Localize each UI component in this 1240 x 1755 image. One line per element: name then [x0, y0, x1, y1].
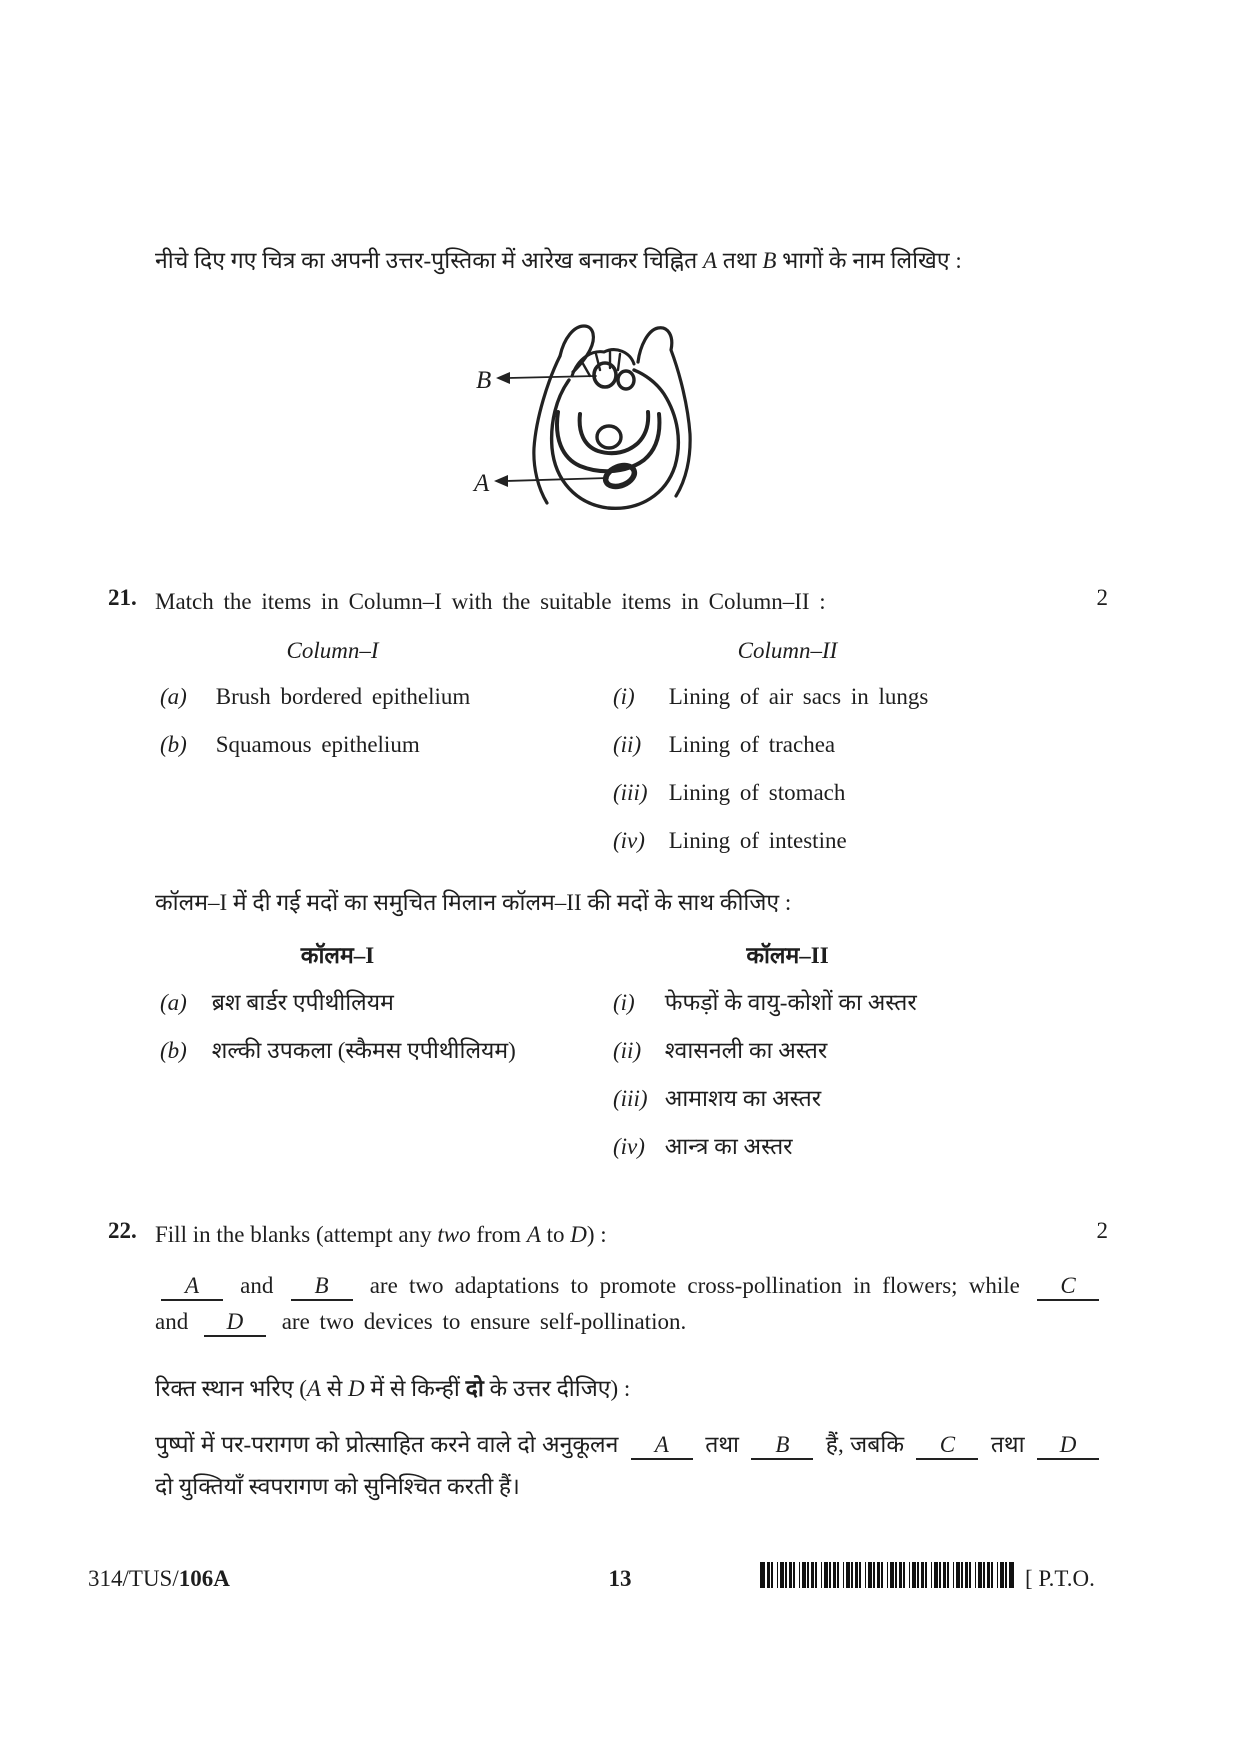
figure-arrow-b-head [496, 372, 510, 384]
fill-blank: A [631, 1433, 693, 1460]
figure-right-lobe [638, 328, 690, 496]
fill-blank: D [204, 1310, 266, 1337]
q21-col2-header-hindi: कॉलम–II [746, 943, 829, 968]
q21-col2-item-iv-hindi [613, 1130, 793, 1164]
item-text: Squamous epithelium [215, 732, 420, 757]
item-key: (a) [160, 684, 187, 709]
text-segment: तथा [717, 248, 763, 273]
item-key: (ii) [613, 732, 642, 757]
biology-figure [468, 318, 710, 520]
item-text: शल्की उपकला (स्कैमस एपीथीलियम) [211, 1038, 516, 1063]
q21-col2-item-ii-hindi [613, 1034, 827, 1068]
fill-blank: B [291, 1274, 353, 1301]
text-segment: तथा [698, 1432, 746, 1457]
item-key: (b) [160, 732, 187, 757]
text-segment: दो युक्तियाँ स्वपरागण को सुनिश्चित करती हैं। [155, 1474, 520, 1499]
q21-title-hindi: कॉलम–I में दी गई मदों का समुचित मिलान कॉलम–II की मदों के साथ कीजिए : [155, 890, 792, 915]
fill-blank: C [916, 1433, 978, 1460]
item-key: (ii) [613, 1038, 642, 1063]
fill-blank: A [161, 1274, 223, 1301]
text-segment: दो [465, 1376, 484, 1401]
text-segment: के उत्तर दीजिए) : [483, 1376, 631, 1401]
text-segment: नीचे दिए गए चित्र का अपनी उत्तर-पुस्तिका में आरेख बनाकर चिह्नित [155, 248, 703, 273]
text-segment: में से किन्हीं [364, 1376, 466, 1401]
item-text: Lining of trachea [668, 732, 836, 757]
figure-circle-b2 [618, 371, 634, 389]
figure-circle-b1 [594, 363, 616, 387]
item-text: Brush bordered epithelium [215, 684, 471, 709]
barcode [760, 1562, 1014, 1588]
footer-pto: [ P.T.O. [1025, 1566, 1095, 1591]
figure-label-b: B [476, 367, 492, 394]
footer-paper-code [88, 1562, 230, 1596]
fill-blank: C [1037, 1274, 1099, 1301]
figure-center-circle [597, 426, 621, 448]
item-key: (iv) [613, 828, 645, 853]
paper-code-bold: 106A [178, 1566, 230, 1591]
q21-col2-header: Column–II [737, 638, 838, 663]
q22-fill-english [155, 1268, 1105, 1340]
q22-title [155, 1218, 1055, 1252]
text-segment: A [702, 248, 718, 273]
item-key: (a) [160, 990, 187, 1015]
q21-col2-item-i-hindi [613, 986, 917, 1020]
text-segment: from [470, 1222, 527, 1247]
q21-col2-item-iv [613, 824, 847, 858]
text-segment: A [526, 1222, 541, 1247]
item-text: आन्त्र का अस्तर [664, 1134, 793, 1159]
footer-page-number: 13 [608, 1566, 632, 1591]
q21-col1-item-a-hindi [160, 986, 394, 1020]
text-segment: D [570, 1222, 587, 1247]
item-text: Lining of stomach [668, 780, 846, 805]
text-segment: ) : [586, 1222, 607, 1247]
q21-col2-item-ii [613, 728, 835, 762]
q21-title: Match the items in Column–I with the suitable items in Column–II : [155, 589, 826, 614]
text-segment: B [762, 248, 777, 273]
q21-col1-header-hindi: कॉलम–I [300, 943, 375, 968]
item-key: (iii) [613, 1086, 648, 1111]
figure-arrow-b-line [508, 376, 596, 378]
item-text: ब्रश बार्डर एपीथीलियम [211, 990, 394, 1015]
fill-blank: B [751, 1433, 813, 1460]
text-segment: से [320, 1376, 348, 1401]
figure-label-a: A [474, 470, 490, 497]
item-text: श्वासनली का अस्तर [664, 1038, 828, 1063]
q22-number: 22. [108, 1218, 137, 1243]
figure-arrow-a-head [494, 475, 508, 487]
text-segment: are two adaptations to promote cross-pollination in flowers; while [358, 1273, 1031, 1298]
text-segment: भागों के नाम लिखिए : [776, 248, 962, 273]
q22-fill-hindi [155, 1424, 1105, 1508]
text-segment: A [306, 1376, 321, 1401]
figure-arrow-a-line [506, 478, 608, 481]
item-text: फेफड़ों के वायु-कोशों का अस्तर [664, 990, 917, 1015]
text-segment: तथा [984, 1432, 1031, 1457]
item-text: Lining of intestine [668, 828, 847, 853]
flower-section-diagram [468, 318, 710, 520]
item-key: (i) [613, 684, 635, 709]
paper-code-prefix: 314/TUS/ [88, 1566, 179, 1591]
text-segment: and [229, 1273, 285, 1298]
q22-instruction-hindi [155, 1372, 1055, 1406]
text-segment: are two devices to ensure self-pollination. [271, 1309, 687, 1334]
q21-col2-item-i [613, 680, 928, 714]
q21-number: 21. [108, 585, 137, 610]
fill-blank: D [1037, 1433, 1099, 1460]
text-segment: to [540, 1222, 571, 1247]
text-segment: पुष्पों में पर-परागण को प्रोत्साहित करने वाले दो अनुकूलन [155, 1432, 625, 1457]
q21-col1-item-b [160, 728, 420, 762]
q22-marks: 2 [1096, 1218, 1108, 1243]
item-text: Lining of air sacs in lungs [668, 684, 929, 709]
q21-col2-item-iii [613, 776, 845, 810]
figure-inner-u-outer [557, 412, 659, 471]
text-segment: D [348, 1376, 365, 1401]
text-segment: and [155, 1309, 198, 1334]
q21-col2-item-iii-hindi [613, 1082, 821, 1116]
text-segment: हैं, जबकि [819, 1432, 911, 1457]
item-key: (b) [160, 1038, 187, 1063]
q21-col1-item-a [160, 680, 470, 714]
text-segment: Fill in the blanks (attempt any [155, 1222, 438, 1247]
text-segment: two [437, 1222, 471, 1247]
q21-col1-item-b-hindi [160, 1034, 516, 1068]
item-key: (iii) [613, 780, 648, 805]
text-segment: रिक्त स्थान भरिए ( [155, 1376, 307, 1401]
item-text: आमाशय का अस्तर [664, 1086, 822, 1111]
item-key: (i) [613, 990, 635, 1015]
q21-col1-header: Column–I [286, 638, 379, 663]
item-key: (iv) [613, 1134, 645, 1159]
figure-ovule-oval [603, 462, 638, 491]
intro-line-hindi [155, 244, 1025, 278]
q21-marks: 2 [1096, 585, 1108, 610]
